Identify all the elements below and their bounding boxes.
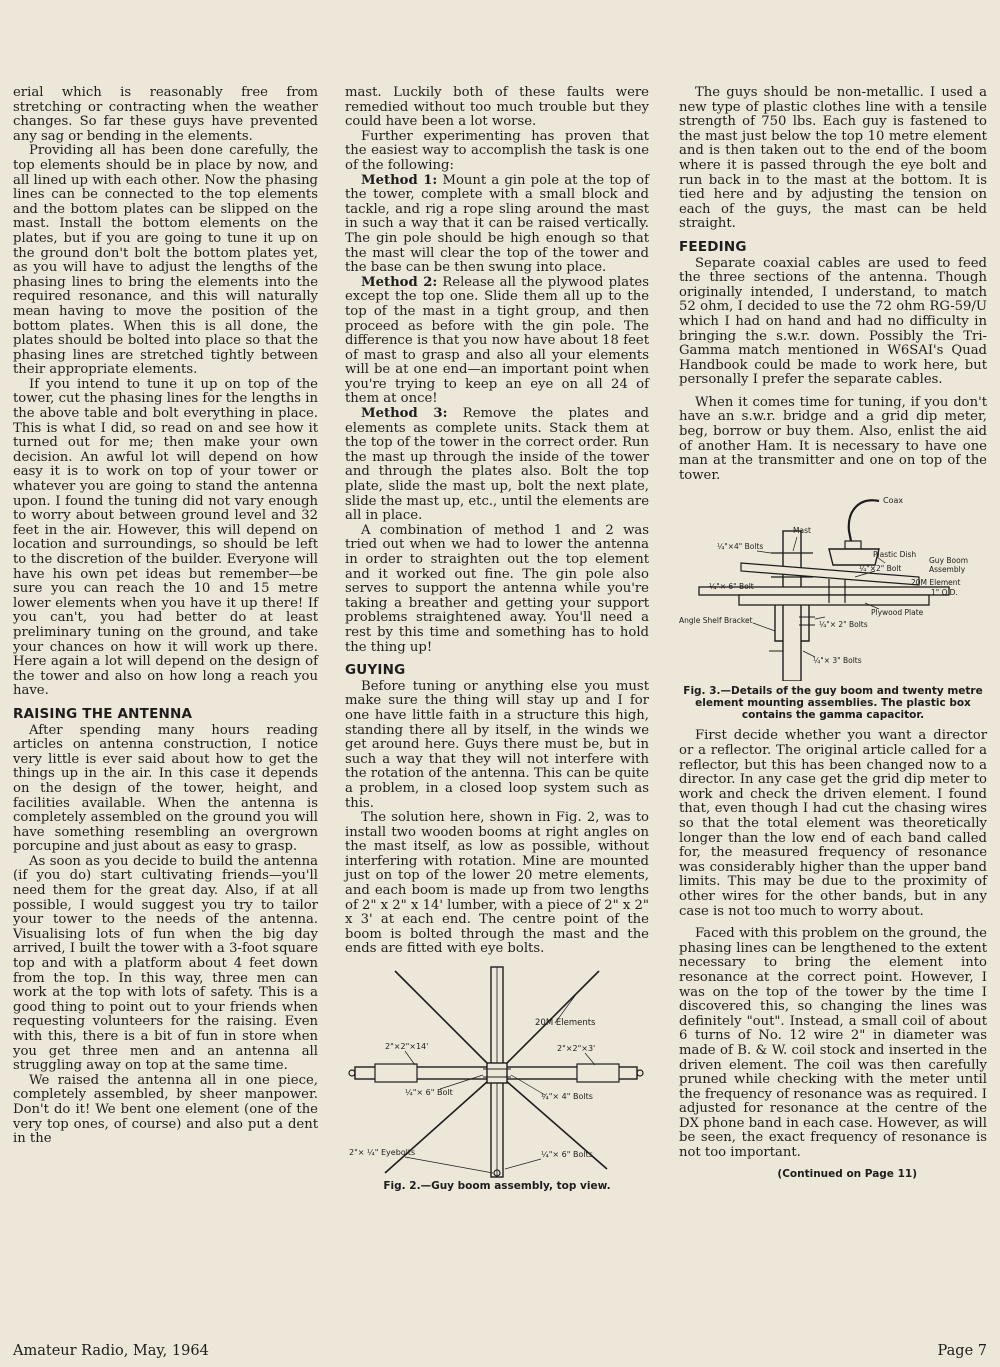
label-6in-bolt: ¼"× 6" Bolt (709, 582, 754, 592)
method-text: Mount a gin pole at the top of the tower, complete with a small block and tackle, and rig a rope sling around the mast in such a way that it can be raised vertically. The gin pole should be high enough so that the mast will clear the top of the tower and the base can be then swung into place. (345, 172, 649, 276)
paragraph: The solution here, shown in Fig. 2, was to install two wooden booms at right angles on the mast itself, as low as possible, without interfering with rotation. Mine are mounted just on top of the lower 20 metre elements, and each boom is made up from two lengths of 2" x 2" x 14' lumber, with a piece of 2" x 2" x 3' at each end. The centre point of the boom is bolted through the mast and the ends are fitted with eye bolts. (345, 810, 650, 957)
end-piece (577, 1064, 619, 1082)
guy-boom-diagram (345, 965, 645, 1180)
label-od: 1" O.D. (931, 588, 958, 598)
eyebolt (349, 1070, 355, 1076)
figure-2 (345, 965, 649, 1192)
paragraph: Separate coaxial cables are used to feed the three sections of the antenna. Though originally intended, I understand, to match 52 ohm, I decided to use the 72 ohm RG-59/U which I had on hand and had no difficulty in bringing the s.w.r. down. Possibly the Tri-Gamma match mentioned in W6SAI's Quad Handbook could be made to work here, but personally I prefer the separate cables. (679, 255, 987, 388)
figure-2-caption: Fig. 2.—Guy boom assembly, top view. (383, 1180, 611, 1193)
section-heading-guying: GUYING (345, 662, 406, 679)
label-angle-bracket: Angle Shelf Bracket (679, 616, 753, 626)
page-footer (13, 1343, 987, 1363)
column-3 (679, 86, 987, 1181)
paragraph: A combination of method 1 and 2 was tried out when we had to lower the antenna in order to straighten out the top element and it worked out fine. The gin pole also serves to support the antenna while you're taking a breather and getting your support problems straightened away. You'll need a rest by this time and something has to hold the thing up! (345, 522, 649, 655)
label-plastic-dish: Plastic Dish (873, 550, 917, 560)
label-3in-bolts: ¼"× 3" Bolts (813, 656, 862, 666)
paragraph: erial which is reasonably free from stretching or contracting when the weather changes. So far these guys have prevented any sag or bending in the elements. (13, 85, 318, 144)
publication-line: Amateur Radio, May, 1964 (13, 1343, 209, 1359)
label-guy-boom: Guy Boom (929, 556, 969, 566)
section-heading-feeding: FEEDING (679, 238, 747, 255)
method-1-paragraph (345, 174, 649, 276)
figure-3-caption: Fig. 3.—Details of the guy boom and twenty metre element mounting assemblies. The plastic box contains the gamma capacitor. (683, 685, 983, 722)
continued-note: (Continued on Page 11) (777, 1167, 917, 1180)
plywood-plate (739, 595, 929, 605)
plastic-dish (829, 549, 879, 565)
eyebolt (637, 1070, 643, 1076)
label-6in-bolt: ¼"× 6" Bolt (405, 1088, 453, 1098)
method-text: Release all the plywood plates except the top one. Slide them all up to the top of the mast in a tight group, and then proceed as before with the gin pole. The difference is that you now have about 18 feet of mast to grasp and also all your elements will be at one end—an important point when you're trying to keep an eye on all 24 of them at once! (345, 274, 650, 407)
label-eyebolts: 2"× ¼" Eyebolts (349, 1148, 416, 1158)
column-1 (13, 86, 318, 1147)
section-heading-raising: RAISING THE ANTENNA (13, 705, 193, 722)
label-mast: Mast (793, 526, 811, 536)
paragraph: Providing all has been done carefully, the top elements should be in place by now, and all lined up with each other. Now the phasing lines can be connected to the top elements and the bottom plates can be slipped on the mast. Install the bottom elements on the plates, but if you are going to tune it up on the ground don't bolt the bottom plates yet, as you will have to adjust the lengths of the phasing lines to bring the elements into the required resonance, and this will naturally mean having to move the position of the bottom plates. When this is all done, the plates should be bolted into place so that the phasing lines are stretched tightly between their appropriate elements. (13, 143, 318, 378)
label-2in-bolt: ¼"×2" Bolt (859, 564, 902, 574)
paragraph: We raised the antenna all in one piece, completely assembled, by sheer manpower. Don't do it! We bent one element (one of the very top ones, of course) and also put a dent in the (13, 1072, 318, 1147)
centre-plate (487, 1063, 507, 1083)
label-2in-bolts: ¼"× 2" Bolts (819, 620, 868, 630)
paragraph: The guys should be non-metallic. I used a new type of plastic clothes line with a tensile strength of 750 lbs. Each guy is fastened to the mast just below the top 10 metre element and is then taken out to the end of the boom where it is passed through the eye bolt and run back in to the mast at the bottom. It is tied here and by adjusting the tension on each of the guys, the mast can be held straight. (679, 85, 987, 232)
angle-bracket (775, 605, 783, 641)
label-20m-elements: 20M Elements (535, 1018, 596, 1029)
paragraph: If you intend to tune it up on top of the tower, cut the phasing lines for the lengths in the above table and bolt everything in place. This is what I did, so read on and see how it turned out for me; then make your own decision. An awful lot will depend on how easy it is to work on top of your tower or whatever you are going to stand the antenna upon. I found the tuning did not vary enough to worry about between ground level and 32 feet in the air. However, this will depend on location and surroundings, so should be left to the discretion of the builder. Everyone will have his own pet ideas but remember—be sure you can reach the 10 and 15 metre lower elements when you have it up there! If you can't, you had better do at least preliminary tuning on the ground, and take your chances on how it will work up there. Here again a lot will depend on the design of the tower and also on how long a reach you have. (13, 376, 318, 699)
label-4in-bolts: ¼"× 4" Bolts (541, 1092, 593, 1102)
paragraph: Further experimenting has proven that the easiest way to accomplish the task is one of the following: (345, 128, 649, 173)
label-4in-bolts: ¼"×4" Bolts (717, 542, 764, 552)
paragraph: When it comes time for tuning, if you don't have an s.w.r. bridge and a grid dip meter, beg, borrow or buy them. Also, enlist the aid of another Ham. It is necessary to have one man at the transmitter and one on top of the tower. (679, 394, 987, 483)
method-label: Method 1: (361, 172, 438, 188)
method-3-paragraph (345, 407, 649, 524)
label-6in-bolts: ¼"× 6" Bolts (541, 1150, 593, 1160)
method-label: Method 2: (361, 274, 438, 290)
paragraph: Faced with this problem on the ground, the phasing lines can be lengthened to the extent necessary to bring the element into resonance at the correct point. However, I was on the top of the tower by the time I discovered this, so changing the lines was definitely "out". Instead, a small coil of about 6 turns of No. 12 wire 2" in diameter was made of B. & W. coil stock and inserted in the driven element. The coil was then carefully pruned while checking with the meter until the frequency of resonance was as required. I adjusted for resonance at the centre of the DX phone band in each case. However, as will be seen, the exact frequency of resonance is not too important. (679, 926, 987, 1161)
method-label: Method 3: (361, 406, 448, 422)
figure-3 (679, 491, 987, 721)
label-3ft: 2"×2"×3' (557, 1044, 596, 1054)
paragraph: After spending many hours reading articles on antenna construction, I notice very little is ever said about how to get the things up in the air. In this case it depends on the design of the tower, height, and facilities available. When the antenna is completely assembled on the ground you will have something resembling an overgrown porcupine and just about as easy to grasp. (13, 722, 318, 855)
column-2 (345, 86, 649, 1196)
page-number: Page 7 (937, 1343, 987, 1359)
end-piece (375, 1064, 417, 1082)
label-20m-element: 20M Element (911, 578, 961, 588)
paragraph: First decide whether you want a director or a reflector. The original article called for a reflector, but this has been changed now to a director. In any case get the grid dip meter to work and check the driven element. I found that, even though I had cut the chasing wires so that the total element was theoretically longer than the low end of each band called for, the measured frequency of resonance was considerably higher than the upper band limits. This may be due to the proximity of other wires for the other bands, but in any case is not too much to worry about. (679, 728, 987, 919)
paragraph: As soon as you decide to build the antenna (if you do) start cultivating friends—you'll need them for the great day. Also, if at all possible, I would suggest you try to tailor your tower to the needs of the antenna. Visualising lots of fun when the big day arrived, I built the tower with a 3-foot square top and with a platform about 4 feet down from the top. In this way, three men can work at the top with lots of safety. This is a good thing to point out to your friends when requesting volunteers for the raising. Even with this, there is a bit of fun in store when you get three men and an antenna all struggling away on top at the same time. (13, 853, 318, 1074)
paragraph: Before tuning or anything else you must make sure the thing will stay up and I for one have little faith in a structure this high, standing there all by itself, in the winds we get around here. Guys there must be, but in such a way that they will not interfere with the rotation of the antenna. This can be quite a problem, in a closed loop system such as this. (345, 678, 649, 811)
method-2-paragraph (345, 276, 649, 407)
paragraph: mast. Luckily both of these faults were remedied without too much trouble but they could have been a lot worse. (345, 85, 649, 130)
label-assembly: Assembly (929, 565, 966, 575)
element-line (395, 971, 497, 1073)
method-text: Remove the plates and elements as complete units. Stack them at the top of the tower in the correct order. Run the mast up through the inside of the tower and through the plates also. Bolt the top plate, slide the mast up, bolt the next plate, slide the mast up, etc., until the elements are all in place. (345, 406, 650, 524)
label-coax: Coax (883, 496, 904, 506)
mounting-assembly-diagram (679, 491, 979, 681)
coax-cable (849, 501, 879, 542)
label-14ft: 2"×2"×14' (385, 1042, 429, 1052)
label-plywood-plate: Plywood Plate (871, 608, 924, 618)
